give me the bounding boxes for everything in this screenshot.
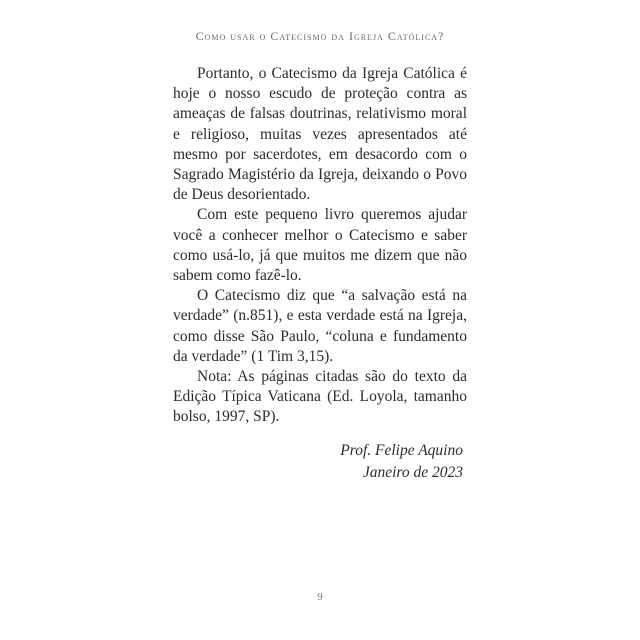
signature-line: Janeiro de 2023 <box>362 463 463 481</box>
page-number: 9 <box>317 591 323 603</box>
signature-line: Prof. Felipe Aquino <box>340 441 463 459</box>
running-head: Como usar o Catecismo da Igreja Católica? <box>195 29 445 43</box>
signature-block <box>173 440 467 484</box>
paragraph: Nota: As páginas citadas são do texto da Edição Típica Vaticana (Ed. Loyola, tamanho bolso, 1997, SP). <box>173 368 467 426</box>
paragraph: O Catecismo diz que “a salvação está na verdade” (n.851), e esta verdade está na Igreja, como disse São Paulo, “coluna e fundamento da verdade” (1 Tim 3,15). <box>173 287 467 365</box>
text-block <box>173 64 467 484</box>
paragraph: Portanto, o Catecismo da Igreja Católica é hoje o nosso escudo de proteção contra as ameaças de falsas doutrinas, relativismo moral e religioso, muitas vezes apresentados até mesmo por sacerdotes, em desacordo com o Sagrado Magistério da Igreja, deixando o Povo de Deus desorientado. <box>173 65 467 204</box>
paragraph: Com este pequeno livro queremos ajudar você a conhecer melhor o Catecismo e saber como usá-lo, já que muitos me dizem que não sabem como fazê-lo. <box>173 206 467 285</box>
